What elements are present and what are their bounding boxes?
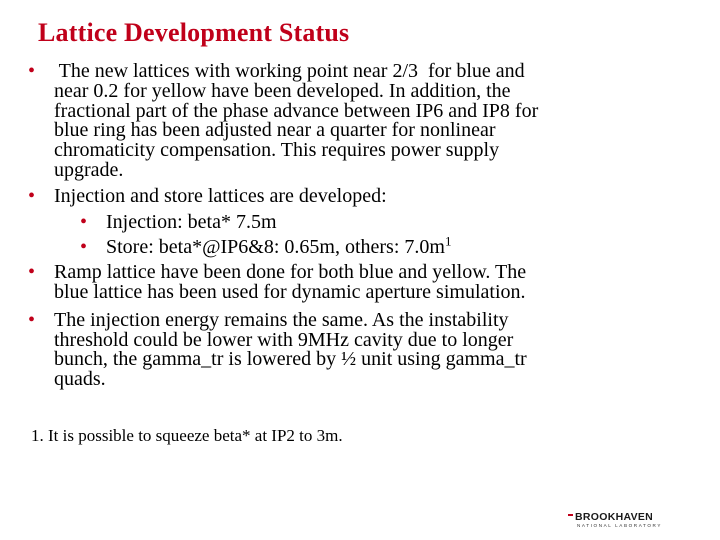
text-line: chromaticity compensation. This requires power supply	[54, 139, 500, 162]
store-text: Store: beta*@IP6&8: 0.65m, others: 7.0m	[106, 236, 445, 259]
text-line: upgrade.	[54, 158, 124, 181]
logo-accent-bar	[568, 514, 573, 516]
bullet-icon: •	[28, 308, 36, 331]
text-line	[106, 233, 698, 259]
text-line: near 0.2 for yellow have been developed. In addition, the	[54, 79, 511, 102]
bullet-icon: •	[28, 261, 36, 284]
bullet-item-injection-store	[28, 184, 698, 207]
sub-bullet-store	[28, 233, 698, 259]
text-line: The new lattices with working point near 2/3 for blue and	[54, 60, 525, 82]
footnote-ref: 1	[444, 233, 452, 249]
sub-bullet-icon: •	[80, 236, 88, 259]
text-line: quads.	[54, 368, 106, 391]
slide-title: Lattice Development Status	[38, 18, 350, 47]
logo-subtitle: NATIONAL LABORATORY	[577, 523, 663, 528]
bullet-item-new-lattices	[28, 62, 698, 181]
text-line: blue ring has been adjusted near a quarter for nonlinear	[54, 119, 496, 142]
logo-wordmark: BROOKHAVEN	[575, 511, 654, 523]
footnote: 1. It is possible to squeeze beta* at IP2 to 3m.	[31, 426, 343, 445]
bullet-list	[28, 62, 698, 390]
text-line: Injection and store lattices are developed:	[54, 184, 387, 207]
text-line: The injection energy remains the same. As the instability	[54, 308, 509, 331]
sub-bullet-icon: •	[80, 210, 88, 233]
bullet-icon: •	[28, 184, 36, 207]
text-line: fractional part of the phase advance between IP6 and IP8 for	[54, 99, 539, 122]
brookhaven-logo	[568, 510, 670, 530]
bullet-icon: •	[28, 60, 36, 82]
text-line: threshold could be lower with 9MHz cavity due to longer	[54, 328, 514, 351]
bullet-item-injection-energy	[28, 308, 698, 391]
text-line: bunch, the gamma_tr is lowered by ½ unit using gamma_tr	[54, 348, 527, 371]
text-line: blue lattice has been used for dynamic aperture simulation.	[54, 280, 526, 303]
text-line: Ramp lattice have been done for both blue and yellow. The	[54, 261, 527, 284]
sub-bullet-injection	[28, 210, 698, 233]
text-line: Injection: beta* 7.5m	[106, 210, 277, 233]
bullet-item-ramp-lattice	[28, 263, 698, 303]
